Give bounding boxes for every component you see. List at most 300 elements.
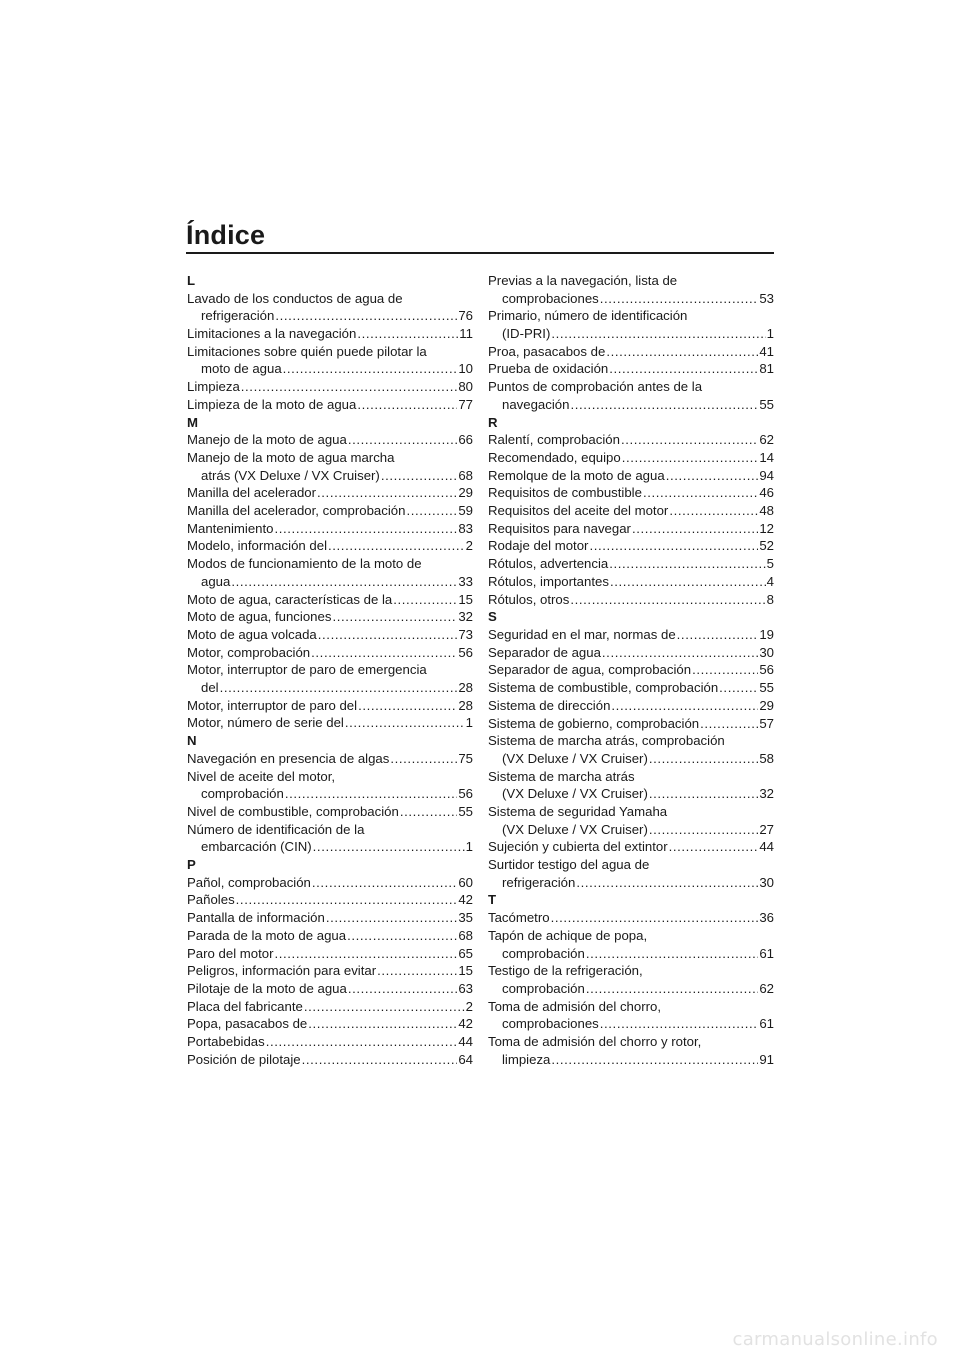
index-entry	[187, 1033, 473, 1051]
index-entry	[187, 821, 473, 856]
index-entry-text: Primario, número de identificación	[488, 308, 688, 324]
index-entry	[488, 732, 774, 767]
page-number: 55	[458, 803, 473, 819]
index-entry-text: Motor, interruptor de paro de emergencia	[187, 662, 427, 678]
index-entry	[187, 396, 473, 414]
index-entry	[488, 661, 774, 679]
index-entry-text: Previas a la navegación, lista de	[488, 273, 678, 288]
dot-leader	[304, 998, 465, 1016]
dot-leader	[302, 1051, 458, 1069]
page-number: 36	[759, 910, 774, 926]
dot-leader	[275, 307, 457, 325]
index-entry-leader-line	[187, 1033, 473, 1051]
dot-leader	[570, 396, 758, 414]
page-number: 15	[458, 963, 473, 979]
dot-leader	[589, 537, 758, 555]
page-number: 27	[759, 821, 774, 837]
index-entry-text: Manejo de la moto de agua marcha	[187, 449, 395, 465]
index-entry-text: Moto de agua, características de la	[187, 591, 393, 607]
index-entry-text: Posición de pilotaje	[187, 1051, 301, 1067]
index-entry-leader-line	[488, 945, 774, 963]
index-entry	[488, 1033, 774, 1068]
index-entry-leader-line	[488, 449, 774, 467]
index-entry-text: Remolque de la moto de agua	[488, 467, 665, 483]
index-entry	[488, 502, 774, 520]
page-number: 60	[458, 874, 473, 890]
page-number: 68	[458, 467, 473, 483]
index-entry	[187, 697, 473, 715]
section-letter: P	[187, 857, 196, 873]
index-entry	[187, 537, 473, 555]
dot-leader	[347, 927, 457, 945]
index-entry	[488, 449, 774, 467]
index-entry	[187, 449, 473, 484]
index-entry-text: Rótulos, advertencia	[488, 556, 609, 572]
index-entry-leader-line	[187, 714, 473, 732]
index-entry-leader-line	[187, 537, 473, 555]
index-entry-leader-line	[187, 644, 473, 662]
dot-leader	[669, 838, 759, 856]
index-entry-leader-line	[488, 1015, 774, 1033]
index-entry-leader-line	[488, 325, 774, 343]
dot-leader	[600, 290, 759, 308]
index-entry-text: Manilla del acelerador, comprobación	[187, 503, 406, 519]
index-entry-text: Surtidor testigo del agua de	[488, 857, 650, 873]
index-entry-leader-line	[187, 431, 473, 449]
index-entry	[488, 927, 774, 962]
dot-leader	[283, 360, 458, 378]
index-entry	[187, 608, 473, 626]
page-number: 61	[759, 1016, 774, 1032]
index-entry-leader-line	[488, 555, 774, 573]
index-entry-leader-line	[187, 626, 473, 644]
index-entry	[488, 343, 774, 361]
index-entry-text: (VX Deluxe / VX Cruiser)	[502, 821, 648, 837]
page-number: 62	[759, 980, 774, 996]
index-entry-text: Pañoles	[187, 892, 235, 908]
index-entry-text: Modelo, información del	[187, 538, 328, 554]
page-number: 48	[759, 503, 774, 519]
page-number: 58	[759, 750, 774, 766]
dot-leader	[610, 573, 766, 591]
page-number: 30	[759, 644, 774, 660]
index-entry-leader-line	[488, 821, 774, 839]
index-entry-leader-line	[187, 803, 473, 821]
dot-leader	[551, 909, 759, 927]
page-number: 11	[459, 326, 473, 342]
dot-leader	[317, 484, 457, 502]
index-entry-leader-line	[187, 502, 473, 520]
page-number: 44	[759, 839, 774, 855]
index-entry-leader-line	[187, 573, 473, 591]
page-number: 56	[458, 786, 473, 802]
index-entry	[187, 502, 473, 520]
index-entry	[488, 555, 774, 573]
dot-leader	[700, 715, 758, 733]
section-letter: M	[187, 414, 198, 430]
index-entry-text: Placa del fabricante	[187, 998, 303, 1014]
page-number: 76	[458, 308, 473, 324]
index-entry-leader-line	[488, 661, 774, 679]
index-entry	[187, 325, 473, 343]
index-entry-leader-line	[187, 697, 473, 715]
index-entry-text: Recomendado, equipo	[488, 449, 621, 465]
index-entry-text: comprobaciones	[502, 290, 599, 306]
index-entry-leader-line	[488, 785, 774, 803]
index-entry-text: Ralentí, comprobación	[488, 432, 620, 448]
dot-leader	[666, 467, 759, 485]
index-entry	[187, 661, 473, 696]
index-entry-text: Peligros, información para evitar	[187, 963, 377, 979]
index-entry-leader-line	[488, 715, 774, 733]
index-entry	[488, 838, 774, 856]
page-number: 56	[458, 644, 473, 660]
page-number: 80	[458, 379, 473, 395]
index-entry-text: Moto de agua volcada	[187, 626, 317, 642]
index-entry-text: Separador de agua	[488, 644, 601, 660]
index-entry	[488, 467, 774, 485]
index-entry-text: Moto de agua, funciones	[187, 609, 332, 625]
index-entry-text: Número de identificación de la	[187, 821, 365, 837]
index-entry-leader-line	[187, 1051, 473, 1069]
index-entry-leader-line	[488, 484, 774, 502]
index-entry	[187, 891, 473, 909]
page-number: 73	[458, 626, 473, 642]
dot-leader	[551, 325, 765, 343]
index-entry-leader-line	[488, 573, 774, 591]
index-entry-text: Paro del motor	[187, 945, 274, 961]
index-entry-text: Mantenimiento	[187, 520, 274, 536]
index-entry-text: Limpieza	[187, 379, 240, 395]
page-number: 59	[458, 503, 473, 519]
dot-leader	[649, 821, 758, 839]
index-entry-leader-line	[187, 520, 473, 538]
index-entry	[187, 1051, 473, 1069]
index-entry-leader-line	[187, 891, 473, 909]
index-entry-leader-line	[488, 591, 774, 609]
index-entry-leader-line	[187, 608, 473, 626]
page-number: 46	[759, 485, 774, 501]
index-entry-text: Limitaciones a la navegación	[187, 326, 357, 342]
dot-leader	[606, 343, 758, 361]
index-column-right	[488, 272, 774, 1068]
page-number: 14	[759, 449, 774, 465]
index-entry	[187, 484, 473, 502]
index-entry-text: agua	[201, 573, 231, 589]
section-letter: L	[187, 273, 196, 288]
page-number: 55	[759, 396, 774, 412]
dot-leader	[318, 626, 458, 644]
index-entry-leader-line	[187, 909, 473, 927]
dot-leader	[719, 679, 758, 697]
page-number: 65	[458, 945, 473, 961]
dot-leader	[609, 555, 765, 573]
page-number: 57	[759, 715, 774, 731]
index-entry-leader-line	[488, 396, 774, 414]
index-entry	[187, 945, 473, 963]
dot-leader	[406, 502, 457, 520]
dot-leader	[345, 714, 465, 732]
index-entry-text: Manejo de la moto de agua	[187, 432, 347, 448]
index-entry-leader-line	[187, 962, 473, 980]
index-entry	[488, 360, 774, 378]
page-number: 42	[458, 892, 473, 908]
index-entry-text: Toma de admisión del chorro y rotor,	[488, 1034, 702, 1050]
index-entry	[187, 343, 473, 378]
index-entry-leader-line	[488, 290, 774, 308]
index-column-left	[187, 272, 473, 1068]
index-entry-text: Toma de admisión del chorro,	[488, 998, 661, 1014]
index-entry	[488, 856, 774, 891]
index-entry-leader-line	[187, 998, 473, 1016]
title-rule	[186, 252, 774, 254]
index-entry	[488, 378, 774, 413]
page-number: 63	[458, 980, 473, 996]
index-entry-text: Rodaje del motor	[488, 538, 589, 554]
page-number: 32	[458, 609, 473, 625]
index-entry-text: Sistema de gobierno, comprobación	[488, 715, 700, 731]
page-number: 30	[759, 874, 774, 890]
dot-leader	[576, 874, 758, 892]
index-entry-leader-line	[488, 697, 774, 715]
index-entry-leader-line	[488, 343, 774, 361]
page-number: 53	[759, 290, 774, 306]
dot-leader	[358, 697, 457, 715]
dot-leader	[677, 626, 759, 644]
page-number: 1	[465, 839, 473, 855]
index-entry-leader-line	[187, 980, 473, 998]
index-entry-text: Puntos de comprobación antes de la	[488, 379, 703, 395]
index-entry	[187, 431, 473, 449]
index-entry-text: Motor, comprobación	[187, 644, 311, 660]
section-letter: N	[187, 733, 197, 749]
index-entry-text: Sistema de combustible, comprobación	[488, 680, 719, 696]
dot-leader	[236, 891, 458, 909]
page-number: 2	[465, 538, 473, 554]
index-entry-text: Requisitos de combustible	[488, 485, 642, 501]
index-entry-text: comprobación	[201, 786, 284, 802]
index-entry-leader-line	[488, 626, 774, 644]
index-entry-text: Popa, pasacabos de	[187, 1016, 308, 1032]
index-entry-leader-line	[187, 360, 473, 378]
index-entry-text: Sistema de marcha atrás, comprobación	[488, 733, 725, 749]
index-entry-text: Requisitos para navegar	[488, 520, 631, 536]
index-entry-text: Prueba de oxidación	[488, 361, 609, 377]
index-entry	[187, 803, 473, 821]
index-entry-text: Proa, pasacabos de	[488, 343, 606, 359]
index-entry	[488, 431, 774, 449]
page-number: 29	[458, 485, 473, 501]
index-entry-text: Limpieza de la moto de agua	[187, 396, 357, 412]
index-entry-leader-line	[187, 945, 473, 963]
page-number: 83	[458, 520, 473, 536]
index-entry-leader-line	[488, 520, 774, 538]
dot-leader	[285, 785, 457, 803]
dot-leader	[312, 874, 457, 892]
index-entry-text: Sistema de seguridad Yamaha	[488, 803, 668, 819]
index-entry-text: Testigo de la refrigeración,	[488, 963, 643, 979]
index-entry	[187, 768, 473, 803]
page-number: 15	[458, 591, 473, 607]
page-number: 35	[458, 910, 473, 926]
dot-leader	[220, 679, 458, 697]
index-entry-leader-line	[187, 467, 473, 485]
index-entry	[488, 591, 774, 609]
dot-leader	[551, 1051, 758, 1069]
page-number: 8	[766, 591, 774, 607]
page-title: Índice	[186, 220, 266, 250]
watermark: carmanualsonline.info	[732, 1329, 938, 1350]
index-entry	[488, 679, 774, 697]
dot-leader	[570, 591, 765, 609]
dot-leader	[586, 980, 758, 998]
page-number: 4	[766, 573, 774, 589]
index-entry-text: Motor, interruptor de paro del	[187, 697, 358, 713]
index-entry	[187, 626, 473, 644]
dot-leader	[586, 945, 758, 963]
index-entry-text: Tacómetro	[488, 910, 550, 926]
dot-leader	[602, 644, 758, 662]
index-entry-text: refrigeración	[201, 308, 275, 324]
index-entry-leader-line	[488, 838, 774, 856]
page-number: 91	[759, 1051, 774, 1067]
index-entry	[187, 909, 473, 927]
dot-leader	[275, 520, 458, 538]
index-entry	[187, 998, 473, 1016]
index-entry-text: Parada de la moto de agua	[187, 927, 347, 943]
index-entry	[488, 537, 774, 555]
index-entry-text: Motor, número de serie del	[187, 715, 344, 731]
page-number: 55	[759, 680, 774, 696]
index-entry-text: (ID-PRI)	[502, 326, 551, 342]
dot-leader	[692, 661, 758, 679]
index-entry-text: atrás (VX Deluxe / VX Cruiser)	[201, 467, 380, 483]
index-entry-text: Pilotaje de la moto de agua	[187, 980, 347, 996]
index-entry-leader-line	[187, 927, 473, 945]
index-entry	[488, 768, 774, 803]
dot-leader	[275, 945, 458, 963]
section-letter: T	[488, 892, 497, 908]
index-entry-leader-line	[488, 644, 774, 662]
index-entry	[187, 980, 473, 998]
dot-leader	[669, 502, 758, 520]
dot-leader	[328, 537, 465, 555]
dot-leader	[326, 909, 458, 927]
index-entry-leader-line	[488, 431, 774, 449]
page-number: 81	[759, 361, 774, 377]
index-entry-leader-line	[488, 909, 774, 927]
dot-leader	[393, 591, 457, 609]
index-entry-leader-line	[187, 679, 473, 697]
index-entry-text: Nivel de combustible, comprobación	[187, 803, 399, 819]
section-letter: S	[488, 609, 497, 625]
page-number: 94	[759, 467, 774, 483]
page-number: 77	[458, 396, 473, 412]
page-number: 32	[759, 786, 774, 802]
index-entry-leader-line	[187, 838, 473, 856]
page-number: 44	[458, 1034, 473, 1050]
index-entry-text: navegación	[502, 396, 570, 412]
dot-leader	[649, 785, 758, 803]
page-number: 5	[766, 556, 774, 572]
index-entry	[488, 998, 774, 1033]
index-entry	[488, 644, 774, 662]
index-entry-text: Sistema de dirección	[488, 697, 611, 713]
index-entry-leader-line	[187, 307, 473, 325]
index-entry	[488, 803, 774, 838]
index-entry	[488, 715, 774, 733]
dot-leader	[357, 396, 457, 414]
dot-leader	[348, 431, 458, 449]
page-number: 28	[458, 697, 473, 713]
index-entry-text: Sujeción y cubierta del extintor	[488, 839, 668, 855]
page-number: 52	[759, 538, 774, 554]
index-entry-text: del	[201, 680, 219, 696]
index-entry-text: Separador de agua, comprobación	[488, 662, 692, 678]
index-entry-leader-line	[488, 360, 774, 378]
index-entry-text: Tapón de achique de popa,	[488, 927, 648, 943]
page-number: 1	[465, 715, 473, 731]
index-entry-text: moto de agua	[201, 361, 282, 377]
index-entry-leader-line	[187, 325, 473, 343]
dot-leader	[241, 378, 458, 396]
index-entry-leader-line	[187, 874, 473, 892]
index-entry-leader-line	[488, 750, 774, 768]
index-entry	[488, 909, 774, 927]
index-entry-leader-line	[187, 378, 473, 396]
index-entry-text: (VX Deluxe / VX Cruiser)	[502, 786, 648, 802]
index-entry-text: limpieza	[502, 1051, 551, 1067]
index-entry-leader-line	[488, 467, 774, 485]
index-entry	[187, 591, 473, 609]
index-entry-text: Portabebidas	[187, 1034, 265, 1050]
dot-leader	[622, 449, 759, 467]
index-entry	[187, 874, 473, 892]
dot-leader	[649, 750, 758, 768]
page-number: 42	[458, 1016, 473, 1032]
index-entry	[488, 484, 774, 502]
index-entry-text: Navegación en presencia de algas	[187, 750, 390, 766]
dot-leader	[377, 962, 457, 980]
index-entry	[187, 290, 473, 325]
index-entry-leader-line	[488, 1051, 774, 1069]
page-number: 19	[759, 626, 774, 642]
index-entry	[488, 520, 774, 538]
index-entry	[187, 520, 473, 538]
index-entry	[488, 573, 774, 591]
page-number: 75	[458, 750, 473, 766]
index-entry-leader-line	[187, 484, 473, 502]
index-entry-leader-line	[187, 396, 473, 414]
page-number: 66	[458, 432, 473, 448]
index-entry	[488, 697, 774, 715]
index-entry-leader-line	[488, 980, 774, 998]
dot-leader	[611, 697, 758, 715]
index-entry-leader-line	[187, 785, 473, 803]
page-number: 29	[759, 697, 774, 713]
dot-leader	[643, 484, 758, 502]
index-entry-text: comprobación	[502, 980, 585, 996]
dot-leader	[381, 467, 458, 485]
page-number: 64	[458, 1051, 473, 1067]
dot-leader	[609, 360, 758, 378]
index-entry-leader-line	[488, 502, 774, 520]
index-entry-text: Nivel de aceite del motor,	[187, 768, 336, 784]
dot-leader	[311, 644, 457, 662]
page-number: 1	[766, 326, 774, 342]
page-number: 56	[759, 662, 774, 678]
index-entry	[187, 555, 473, 590]
